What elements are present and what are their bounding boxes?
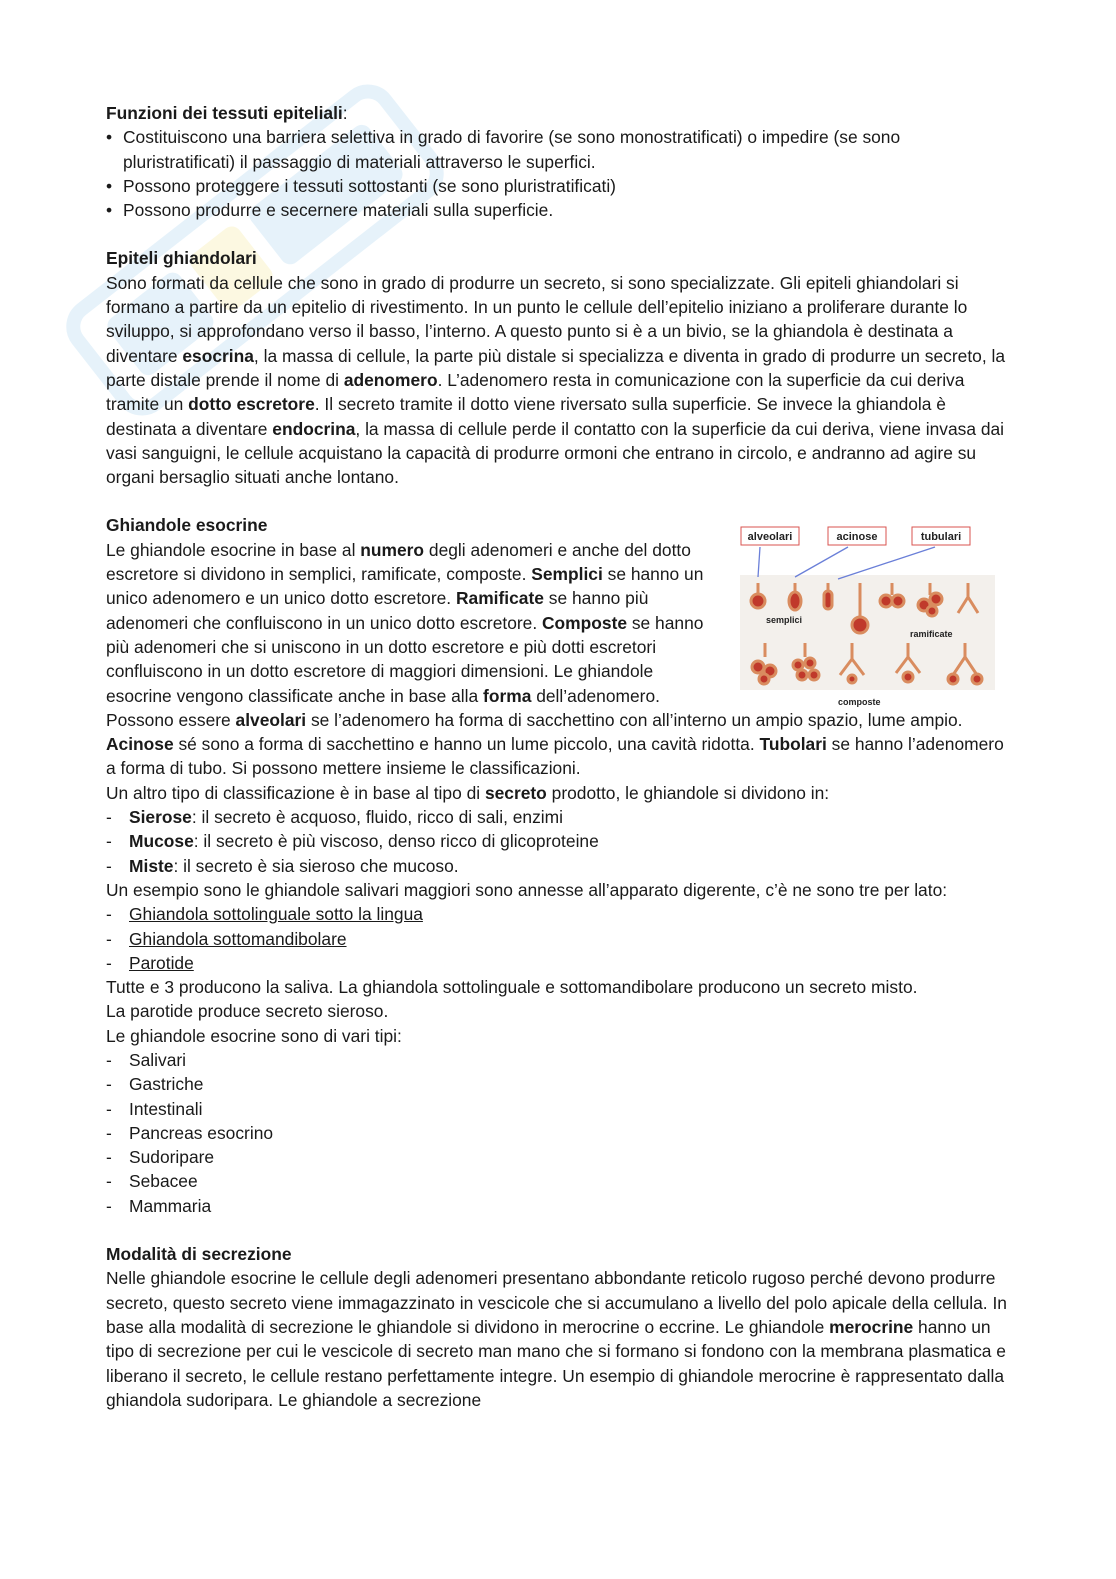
glandular-paragraph: Sono formati da cellule che sono in grado di produrre un secreto, si sono specializzate. Gli epiteli ghiandolari si formano a partire da un epitelio di rivestimento. In un punto le cellule dell’epitelio iniziano a proliferare durante lo sviluppo, si approfondano verso il basso, l’interno. A questo punto si è a un bivio, se la ghiandola è destinata a diventare esocrina, la massa di cellule, la parte più distale si specializza e diventa in grado di produrre un secreto, la parte distale prende il nome di adenomero. L’adenomero resta in comunicazione con la superficie da cui deriva tramite un dotto escretore. Il secreto tramite il dotto viene riversato sulla superficie. Se invece la ghiandola è destinata a diventare endocrina, la massa di cellule perde il contatto con la superficie da cui deriva, viene invasa dai vasi sanguigni, le cellule acquistano la capacità di produrre ormoni che entrano in circolo, e andranno ad agire su organi bersaglio situati anche lontano. xyxy=(106,272,1006,488)
group-ramificate-label: ramificate xyxy=(910,629,953,639)
kind-item: - Gastriche xyxy=(106,1072,1011,1096)
secretion-type-intro: Un altro tipo di classificazione è in base al tipo di secreto prodotto, le ghiandole si dividono in: xyxy=(106,782,830,803)
kind-item: - Salivari xyxy=(106,1048,1011,1072)
salivary-item: - Ghiandola sottolinguale sotto la lingua xyxy=(106,902,1011,926)
secretion-type-item: - Mucose: il secreto è più viscoso, denso ricco di glicoproteine xyxy=(106,829,1011,853)
secretion-type-item: - Miste: il secreto è sia sieroso che mucoso. xyxy=(106,854,1011,878)
section-exocrine-title: Ghiandole esocrine xyxy=(106,515,268,536)
salivary-item: - Ghiandola sottomandibolare xyxy=(106,927,1011,951)
exocrine-shape-paragraph: Possono essere alveolari se l’adenomero ha forma di sacchettino con all’interno un ampio spazio, lume ampio. Acinose sé sono a forma di sacchettino e hanno un lume piccolo, una cavità ridotta. Tubolari se hanno l’adenomero a forma di tubo. Si possono mettere insieme le classificazioni. xyxy=(106,709,1004,779)
group-semplici-label: semplici xyxy=(766,615,803,625)
section-glandular-title: Epiteli ghiandolari xyxy=(106,248,257,269)
secretion-type-item: - Sierose: il secreto è acquoso, fluido, ricco di sali, enzimi xyxy=(106,805,1011,829)
label-tubulari xyxy=(912,527,970,545)
gland-types-figure xyxy=(740,525,995,710)
group-composte-label: composte xyxy=(838,697,881,707)
bullet-item: • Costituiscono una barriera selettiva in grado di favorire (se sono monostratificati) o impedire (se sono pluristratificati) il passaggio di materiali attraverso le superfici. xyxy=(106,125,1011,174)
section-functions-title: Funzioni dei tessuti epiteliali: xyxy=(106,103,348,123)
svg-text:acinose: acinose xyxy=(836,531,878,543)
kind-item: - Pancreas esocrino xyxy=(106,1121,1011,1145)
section-secretion-title: Modalità di secrezione xyxy=(106,1244,292,1265)
saliva-line: La parotide produce secreto sieroso. xyxy=(106,1001,389,1022)
bullet-item: • Possono produrre e secernere materiali sulla superficie. xyxy=(106,198,1011,222)
kind-item: - Sudoripare xyxy=(106,1145,1011,1169)
label-acinose xyxy=(828,527,886,545)
document-page xyxy=(106,101,1011,1412)
salivary-example: Un esempio sono le ghiandole salivari maggiori sono annesse all’apparato digerente, c’è ne sono tre per lato: xyxy=(106,879,948,900)
svg-text:alveolari: alveolari xyxy=(747,531,793,543)
exocrine-number-paragraph: Le ghiandole esocrine in base al numero degli adenomeri e anche del dotto escretore si dividono in semplici, ramificate, composte. Semplici se hanno un unico adenomero e un unico dotto escretore. Ramificate se hanno più adenomeri che confluiscono in un unico dotto escretore. Composte se hanno più adenomeri che si uniscono in un dotto escretore e più dotti escretori confluiscono in un dotto escretore di maggiori dimensioni. Le ghiandole esocrine vengono classificate anche in base alla forma dell’adenomero. xyxy=(106,539,704,706)
pointer-arrows xyxy=(758,547,935,579)
salivary-item: - Parotide xyxy=(106,951,1011,975)
svg-text:tubulari: tubulari xyxy=(920,531,962,543)
kinds-intro: Le ghiandole esocrine sono di vari tipi: xyxy=(106,1025,402,1046)
bullet-item: • Possono proteggere i tessuti sottostanti (se sono pluristratificati) xyxy=(106,174,1011,198)
secretion-paragraph: Nelle ghiandole esocrine le cellule degli adenomeri presentano abbondante reticolo rugoso perché devono produrre secreto, questo secreto viene immagazzinato in vescicole che si accumulano a livello del polo apicale della cellula. In base alla modalità di secrezione le ghiandole si dividono in merocrine o eccrine. Le ghiandole merocrine hanno un tipo di secrezione per cui le vescicole di secreto man mano che si formano si fondono con la membrana plasmatica e liberano il secreto, le cellule restano perfettamente integre. Un esempio di ghiandole merocrine è rappresentato dalla ghiandola sudoripara. Le ghiandole a secrezione xyxy=(106,1268,1007,1410)
saliva-line: Tutte e 3 producono la saliva. La ghiandola sottolinguale e sottomandibolare producono un secreto misto. xyxy=(106,977,918,998)
label-alveolari xyxy=(741,527,799,545)
kind-item: - Sebacee xyxy=(106,1169,1011,1193)
kind-item: - Intestinali xyxy=(106,1097,1011,1121)
kind-item: - Mammaria xyxy=(106,1194,1011,1218)
